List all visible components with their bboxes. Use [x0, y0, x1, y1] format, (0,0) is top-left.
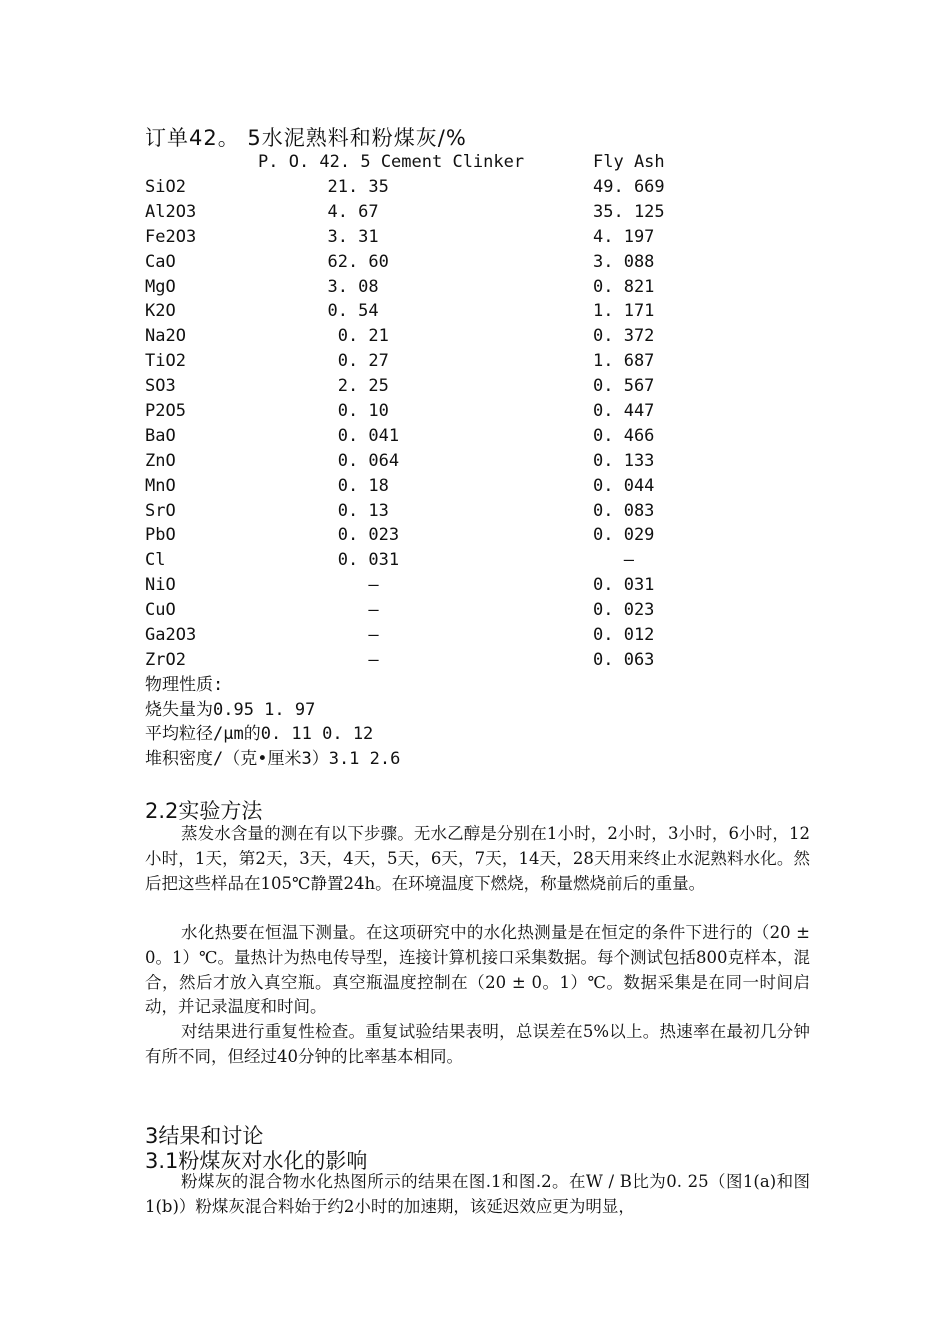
clinker-value: 0. 13: [307, 500, 389, 521]
table-row: [145, 523, 845, 548]
oxide-name: SO3: [145, 376, 176, 397]
flyash-value: 3. 088: [593, 251, 655, 272]
oxide-name: SiO2: [145, 177, 186, 197]
oxide-name: Ga2O3: [145, 625, 197, 646]
table-row: [145, 499, 845, 524]
flyash-value: 0. 133: [593, 450, 655, 471]
flyash-value: 0. 447: [593, 401, 655, 422]
clinker-value: 2. 25: [307, 376, 389, 397]
subsection-heading-3-1: 3.1粉煤灰对水化的影响: [145, 1149, 368, 1173]
clinker-value: 0. 10: [307, 401, 389, 422]
oxide-name: MgO: [145, 276, 176, 297]
table-row: [145, 573, 845, 598]
oxide-name: NiO: [145, 575, 176, 596]
flyash-value: 35. 125: [593, 201, 665, 222]
paragraph: 水化热要在恒温下测量。在这项研究中的水化热测量是在恒定的条件下进行的（20 ± 0。1）℃。量热计为热电传导型，连接计算机接口采集数据。每个测试包括800克样本，混合，然后才放入真空瓶。真空瓶温度控制在（20 ± 0。1）℃。数据采集是在同一时间启动，并记录温度和时间。: [145, 923, 810, 1017]
table-row: [145, 399, 845, 424]
table-row: [145, 623, 845, 648]
clinker-value: 3. 08: [307, 276, 379, 297]
table-title: 订单42。 5水泥熟料和粉煤灰/%: [145, 126, 467, 150]
table-row: [145, 250, 845, 275]
oxide-name: CaO: [145, 251, 176, 272]
oxide-name: BaO: [145, 425, 176, 446]
section-heading-3: 3结果和讨论: [145, 1124, 264, 1148]
oxide-name: TiO2: [145, 351, 186, 372]
clinker-value: —: [307, 625, 379, 646]
clinker-value: 0. 064: [307, 450, 400, 471]
table-row: [145, 474, 845, 499]
flyash-value: 0. 372: [593, 326, 655, 347]
flyash-value: 1. 687: [593, 351, 655, 372]
flyash-value: 0. 044: [593, 475, 655, 496]
paragraph: 对结果进行重复性检查。重复试验结果表明，总误差在5%以上。热速率在最初几分钟有所不同，但经过40分钟的比率基本相同。: [145, 1022, 810, 1066]
flyash-value: 0. 012: [593, 625, 655, 646]
physical-properties: [145, 673, 400, 771]
column-header-clinker: P. O. 42. 5 Cement Clinker: [258, 152, 525, 172]
flyash-value: 4. 197: [593, 226, 655, 247]
paragraph: 粉煤灰的混合物水化热图所示的结果在图.1和图.2。在W / B比为0. 25（图1(a)和图1(b)）粉煤灰混合料始于约2小时的加速期，该延迟效应更为明显，: [145, 1172, 810, 1216]
paragraph: 蒸发水含量的测在有以下步骤。无水乙醇是分别在1小时，2小时，3小时，6小时，12小时，1天，第2天，3天，4天，5天，6天，7天，14天，28天用来终止水泥熟料水化。然后把这些样品在105℃静置24h。在环境温度下燃烧，称量燃烧前后的重量。: [145, 824, 810, 893]
flyash-value: 0. 031: [593, 575, 655, 596]
clinker-value: 62. 60: [307, 251, 389, 272]
table-row: [145, 275, 845, 300]
clinker-value: 21. 35: [307, 177, 389, 197]
table-row: [145, 548, 845, 573]
oxide-name: SrO: [145, 500, 176, 521]
table-row: [145, 598, 845, 623]
oxide-name: K2O: [145, 301, 176, 322]
flyash-value: —: [593, 550, 634, 571]
table-row: [145, 374, 845, 399]
table-row: [145, 324, 845, 349]
oxide-name: PbO: [145, 525, 176, 546]
table-row: [145, 349, 845, 374]
oxide-name: Fe2O3: [145, 226, 197, 247]
physical-property-line: 堆积密度/（克•厘米3）3.1 2.6: [145, 748, 401, 769]
clinker-value: 0. 031: [307, 550, 400, 571]
oxide-name: Cl: [145, 550, 166, 571]
oxide-name: P2O5: [145, 401, 186, 422]
table-row: [145, 175, 845, 200]
oxide-name: Na2O: [145, 326, 186, 347]
table-row: [145, 225, 845, 250]
clinker-value: —: [307, 649, 379, 670]
oxide-name: ZrO2: [145, 649, 186, 670]
oxide-name: MnO: [145, 475, 176, 496]
clinker-value: 3. 31: [307, 226, 379, 247]
flyash-value: 0. 063: [593, 649, 655, 670]
clinker-value: —: [307, 575, 379, 596]
flyash-value: 0. 023: [593, 600, 655, 621]
column-header-flyash: Fly Ash: [593, 152, 665, 172]
composition-table: [145, 175, 845, 673]
flyash-value: 0. 821: [593, 276, 655, 297]
clinker-value: 0. 041: [307, 425, 400, 446]
table-row: [145, 648, 845, 673]
table-row: [145, 200, 845, 225]
table-row: [145, 424, 845, 449]
oxide-name: CuO: [145, 600, 176, 621]
clinker-value: 4. 67: [307, 201, 379, 222]
physical-property-line: 平均粒径/μm的0. 11 0. 12: [145, 724, 374, 744]
flyash-value: 1. 171: [593, 301, 655, 322]
flyash-value: 0. 083: [593, 500, 655, 521]
clinker-value: 0. 27: [307, 351, 389, 372]
clinker-value: 0. 18: [307, 475, 389, 496]
flyash-value: 49. 669: [593, 177, 665, 197]
clinker-value: 0. 54: [307, 301, 379, 322]
section-heading-2-2: 2.2实验方法: [145, 799, 263, 823]
flyash-value: 0. 567: [593, 376, 655, 397]
flyash-value: 0. 466: [593, 425, 655, 446]
physical-property-line: 烧失量为0.95 1. 97: [145, 699, 316, 720]
clinker-value: —: [307, 600, 379, 621]
clinker-value: 0. 21: [307, 326, 389, 347]
oxide-name: ZnO: [145, 450, 176, 471]
clinker-value: 0. 023: [307, 525, 400, 546]
table-row: [145, 299, 845, 324]
physical-property-line: 物理性质:: [145, 675, 224, 695]
flyash-value: 0. 029: [593, 525, 655, 546]
table-row: [145, 449, 845, 474]
oxide-name: Al2O3: [145, 201, 197, 222]
